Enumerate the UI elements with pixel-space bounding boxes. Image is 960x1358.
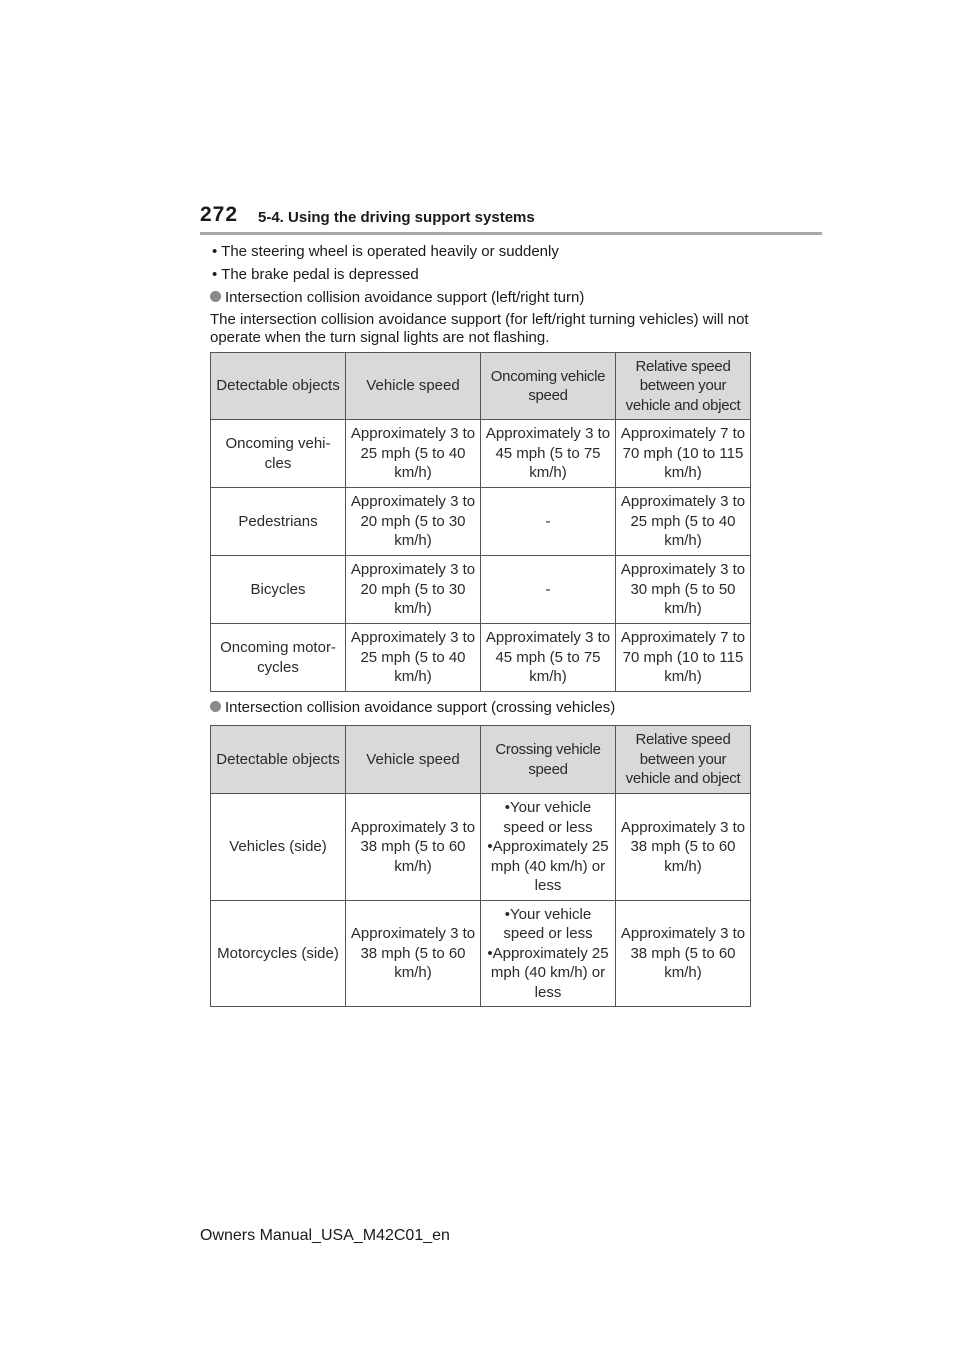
table-row <box>211 624 751 692</box>
table-header-row <box>211 353 751 420</box>
cell-oncoming-speed: - <box>481 556 616 624</box>
header-relative-speed: Relative speed between your vehicle and object <box>616 353 751 420</box>
header-detectable-objects: Detectable objects <box>211 353 346 420</box>
bullet-steering <box>212 243 559 260</box>
footer-manual-id: Owners Manual_USA_M42C01_en <box>200 1227 450 1244</box>
list-item: •Your vehicle speed or less <box>503 799 593 836</box>
page-number: 272 <box>200 203 239 226</box>
crossing-speed-list <box>483 798 613 896</box>
bullet-text: The steering wheel is operated heavily or suddenly <box>221 243 559 260</box>
table-row <box>211 488 751 556</box>
heading-left-right-turn <box>210 289 584 306</box>
cell-vehicle-speed: Approximately 3 to 25 mph (5 to 40 km/h) <box>346 420 481 488</box>
list-item: •Approximately 25 mph (40 km/h) or less <box>487 944 609 1001</box>
table-row <box>211 556 751 624</box>
cell-relative-speed: Approximately 3 to 25 mph (5 to 40 km/h) <box>616 488 751 556</box>
bullet-dot: • <box>212 266 222 283</box>
header-crossing-vehicle-speed: Crossing vehicle speed <box>481 726 616 794</box>
cell-object: Vehicles (side) <box>211 794 346 901</box>
header-divider <box>200 232 822 235</box>
table-row <box>211 901 751 1007</box>
bullet-dot: • <box>212 243 222 260</box>
header-oncoming-vehicle-speed: Oncoming vehicle speed <box>481 353 616 420</box>
bullet-brake <box>212 266 419 283</box>
cell-vehicle-speed: Approximately 3 to 38 mph (5 to 60 km/h) <box>346 901 481 1007</box>
cell-oncoming-speed: Approximately 3 to 45 mph (5 to 75 km/h) <box>481 624 616 692</box>
table-header-row <box>211 726 751 794</box>
table-row <box>211 794 751 901</box>
section-title: 5-4. Using the driving support systems <box>258 209 535 226</box>
cell-relative-speed: Approximately 7 to 70 mph (10 to 115 km/h) <box>616 624 751 692</box>
header-relative-speed: Relative speed between your vehicle and object <box>616 726 751 794</box>
table-crossing-vehicles <box>210 725 751 1007</box>
cell-vehicle-speed: Approximately 3 to 20 mph (5 to 30 km/h) <box>346 556 481 624</box>
circle-bullet-icon <box>210 701 221 712</box>
header-vehicle-speed: Vehicle speed <box>346 353 481 420</box>
cell-vehicle-speed: Approximately 3 to 25 mph (5 to 40 km/h) <box>346 624 481 692</box>
header-vehicle-speed: Vehicle speed <box>346 726 481 794</box>
heading-text: Intersection collision avoidance support (left/right turn) <box>225 289 585 306</box>
circle-bullet-icon <box>210 291 221 302</box>
list-item: •Approximately 25 mph (40 km/h) or less <box>487 838 609 895</box>
list-item: •Your vehicle speed or less <box>503 905 593 943</box>
heading-crossing-vehicles <box>210 699 615 716</box>
cell-relative-speed: Approximately 3 to 38 mph (5 to 60 km/h) <box>616 794 751 901</box>
cell-object: Bicycles <box>211 556 346 624</box>
paragraph-turn-signal: The intersection collision avoidance support (for left/right turning vehicles) will not operate when the turn signal lights are not flashing. <box>210 311 749 346</box>
cell-vehicle-speed: Approximately 3 to 38 mph (5 to 60 km/h) <box>346 794 481 901</box>
header-detectable-objects: Detectable objects <box>211 726 346 794</box>
bullet-text: The brake pedal is depressed <box>221 266 419 283</box>
cell-crossing-speed <box>481 901 616 1007</box>
cell-relative-speed: Approximately 3 to 30 mph (5 to 50 km/h) <box>616 556 751 624</box>
cell-object: Oncoming motor-cycles <box>211 624 346 692</box>
cell-oncoming-speed: Approximately 3 to 45 mph (5 to 75 km/h) <box>481 420 616 488</box>
cell-object: Pedestrians <box>211 488 346 556</box>
crossing-speed-list <box>483 905 613 1003</box>
cell-oncoming-speed: - <box>481 488 616 556</box>
cell-vehicle-speed: Approximately 3 to 20 mph (5 to 30 km/h) <box>346 488 481 556</box>
table-left-right-turn <box>210 352 751 692</box>
cell-crossing-speed <box>481 794 616 901</box>
cell-relative-speed: Approximately 3 to 38 mph (5 to 60 km/h) <box>616 901 751 1007</box>
heading-text: Intersection collision avoidance support (crossing vehicles) <box>225 699 616 716</box>
cell-relative-speed: Approximately 7 to 70 mph (10 to 115 km/h) <box>616 420 751 488</box>
cell-object: Motorcycles (side) <box>211 901 346 1007</box>
table-row <box>211 420 751 488</box>
cell-object: Oncoming vehi-cles <box>211 420 346 488</box>
